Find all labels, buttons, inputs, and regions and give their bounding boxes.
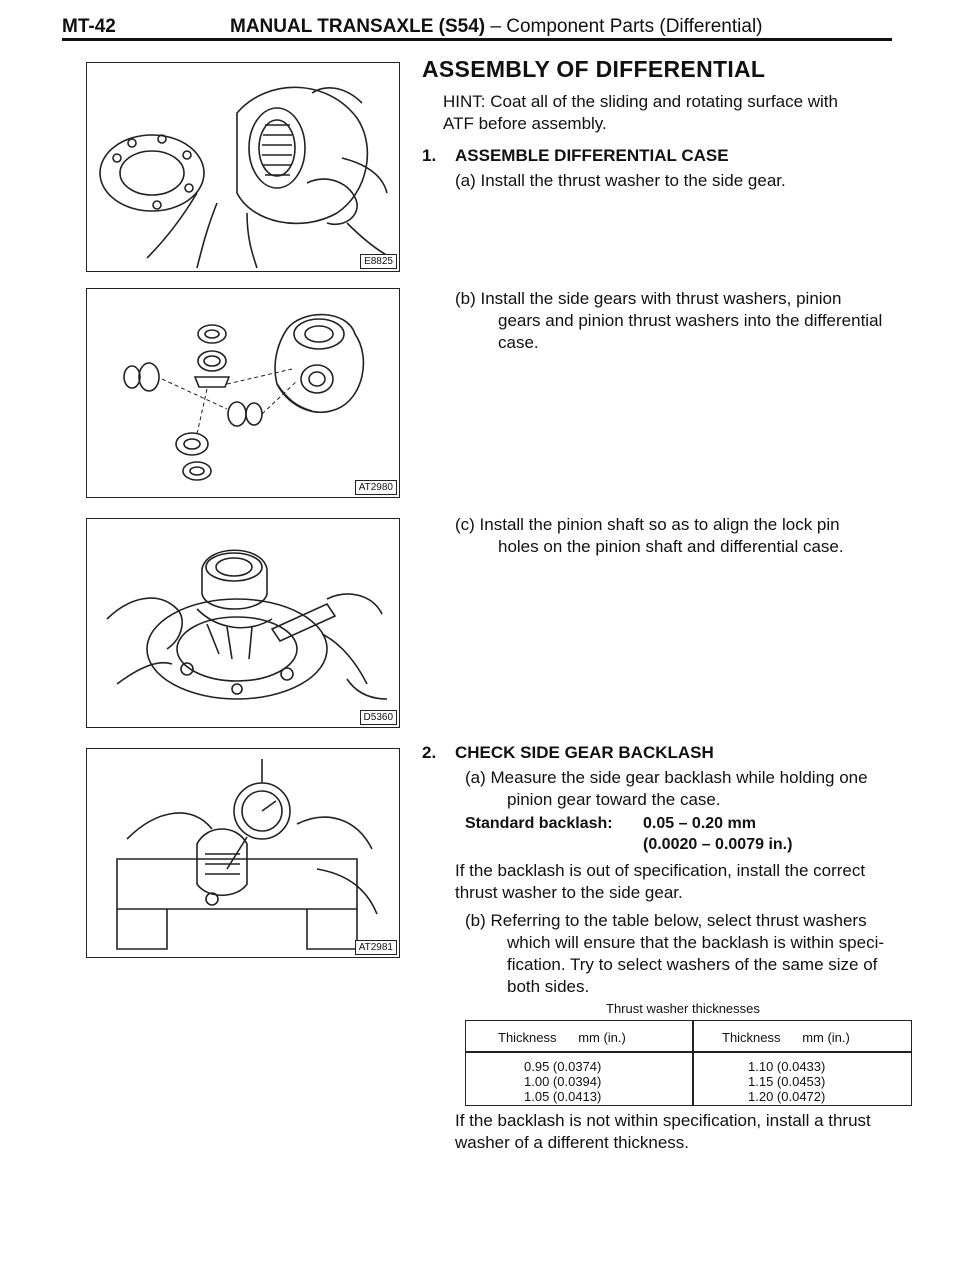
spec-label: Standard backlash: (465, 815, 613, 832)
step-1-number: 1. (422, 146, 437, 165)
final-note-line-2: washer of a different thickness. (455, 1133, 690, 1152)
hint-line-2: ATF before assembly. (443, 114, 607, 133)
header-rule (62, 38, 892, 41)
table-cell: 0.95 (0.0374) (524, 1059, 602, 1074)
figure-gears-exploded (86, 288, 400, 498)
step-1-title: ASSEMBLE DIFFERENTIAL CASE (455, 146, 729, 165)
spec-value-in: (0.0020 – 0.0079 in.) (643, 836, 793, 853)
section-heading: ASSEMBLY OF DIFFERENTIAL (422, 56, 766, 82)
step-2b-line-2: which will ensure that the backlash is within speci- (507, 933, 885, 952)
table-cell: 1.00 (0.0394) (524, 1074, 602, 1089)
step-1b-line-3: case. (498, 333, 539, 352)
table-header-right: Thickness mm (in.) (722, 1030, 850, 1045)
table-cell: 1.20 (0.0472) (748, 1089, 826, 1104)
step-2-number: 2. (422, 743, 437, 762)
table-divider-vertical (692, 1021, 694, 1105)
step-2b-line-1: (b) Referring to the table below, select thrust washers (465, 911, 867, 930)
page-number: MT-42 (62, 16, 116, 37)
final-note-line-1: If the backlash is not within specification, install a thrust (455, 1111, 871, 1130)
figure-code: AT2981 (355, 940, 397, 955)
step-2a-line-2: pinion gear toward the case. (507, 790, 721, 809)
note-line-1: If the backlash is out of specification, install the correct (455, 861, 866, 880)
note-line-2: thrust washer to the side gear. (455, 883, 683, 902)
figure-thrust-washer (86, 62, 400, 272)
table-caption: Thrust washer thicknesses (606, 1001, 760, 1016)
page-title (230, 16, 763, 38)
illustration-dial-indicator (87, 749, 399, 957)
step-2b-line-3: fication. Try to select washers of the same size of (507, 955, 878, 974)
hint-line-1: HINT: Coat all of the sliding and rotating surface with (443, 92, 838, 111)
step-2-title: CHECK SIDE GEAR BACKLASH (455, 743, 714, 762)
page-title-rest: – Component Parts (Differential) (485, 16, 763, 37)
step-1c-line-1: (c) Install the pinion shaft so as to align the lock pin (455, 515, 840, 534)
figure-code: D5360 (360, 710, 397, 725)
illustration-exploded-differential (87, 289, 399, 497)
figure-pinion-shaft (86, 518, 400, 728)
figure-code: E8825 (360, 254, 397, 269)
table-cell: 1.10 (0.0433) (748, 1059, 826, 1074)
table-cell: 1.15 (0.0453) (748, 1074, 826, 1089)
illustration-install-pinion-shaft (87, 519, 399, 727)
step-2b-line-4: both sides. (507, 977, 590, 996)
step-1b-line-1: (b) Install the side gears with thrust washers, pinion (455, 289, 842, 308)
table-cell: 1.05 (0.0413) (524, 1089, 602, 1104)
figure-backlash-check (86, 748, 400, 958)
illustration-hands-side-gear (87, 63, 399, 271)
table-header-left: Thickness mm (in.) (498, 1030, 626, 1045)
step-1b-line-2: gears and pinion thrust washers into the differential (498, 311, 883, 330)
thickness-table (465, 1020, 912, 1106)
page-title-bold: MANUAL TRANSAXLE (S54) (230, 16, 486, 37)
step-1c-line-2: holes on the pinion shaft and differential case. (498, 537, 844, 556)
table-divider-horizontal (466, 1051, 911, 1053)
figure-code: AT2980 (355, 480, 397, 495)
step-1a-text: (a) Install the thrust washer to the side gear. (455, 171, 786, 190)
spec-value-mm: 0.05 – 0.20 mm (643, 815, 756, 832)
step-2a-line-1: (a) Measure the side gear backlash while holding one (465, 768, 868, 787)
